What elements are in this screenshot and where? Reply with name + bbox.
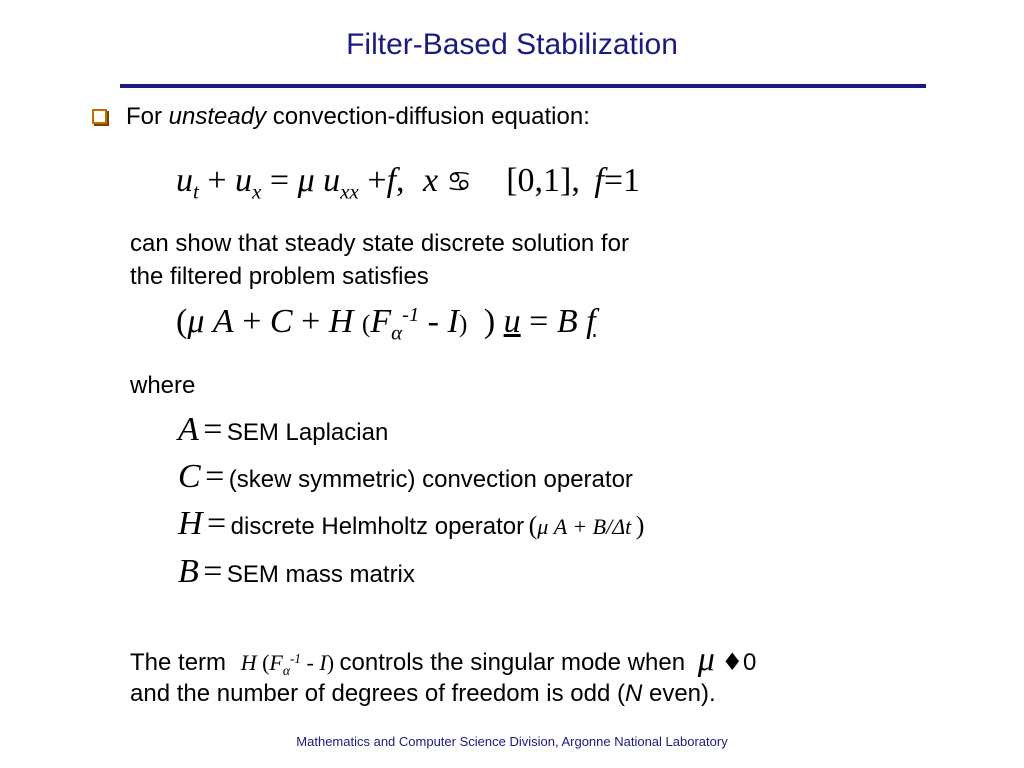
eq2-open-paren: (: [176, 303, 188, 340]
eq2-mu: μ: [187, 303, 205, 340]
definition-text: discrete Helmholtz operator: [230, 513, 525, 540]
slide-title: Filter-Based Stabilization: [346, 28, 678, 61]
helmholtz-expression: μ A + B/Δt: [537, 514, 632, 539]
equation-pde: [176, 162, 640, 204]
eq2-I: I: [447, 303, 459, 340]
definition-symbol: A: [178, 411, 199, 448]
definition-text: (skew symmetric) convection operator: [228, 466, 633, 493]
definition-text: SEM mass matrix: [226, 561, 415, 588]
bullet-emphasis: unsteady: [168, 103, 267, 130]
conclusion-mid: controls the singular mode when: [339, 649, 686, 676]
eq2-B: B: [556, 303, 578, 340]
eq1-f-value: =1: [603, 162, 641, 199]
conclusion-inverse: -1: [290, 650, 302, 666]
eq2-inner-open: (: [361, 309, 371, 338]
definition-symbol: B: [178, 553, 199, 590]
conclusion-line2-pre: and the number of degrees of freedom is odd (: [130, 680, 625, 707]
bullet-prefix: For: [126, 103, 162, 130]
definition-equals: =: [203, 411, 223, 448]
conclusion-I: I: [319, 650, 327, 675]
eq1-sub-xx: xx: [340, 179, 359, 204]
definition-text: SEM Laplacian: [226, 419, 389, 446]
eq2-f: f: [586, 303, 596, 340]
element-of-icon: ♋: [446, 165, 472, 198]
bullet-square-icon: [92, 109, 107, 124]
eq1-f2: f: [594, 162, 604, 199]
conclusion-line-1: [130, 641, 756, 679]
eq1-u2: u: [235, 162, 253, 199]
eq1-equals: =: [269, 162, 290, 199]
tends-to-icon: ♦: [721, 648, 743, 676]
eq2-minus: -: [427, 303, 439, 340]
conclusion-pre: The term: [130, 649, 227, 676]
eq1-u: u: [176, 162, 193, 199]
conclusion-line2-post: even).: [648, 680, 716, 707]
eq2-equals: =: [529, 303, 549, 340]
eq1-x: x: [423, 162, 439, 199]
conclusion-F: F: [269, 650, 283, 675]
title-divider: [120, 84, 926, 88]
definition-symbol: H: [178, 505, 203, 542]
definition-row: [178, 411, 388, 449]
eq2-A: A: [212, 303, 234, 340]
eq1-sub-x: x: [252, 179, 262, 204]
eq1-interval: [0,1],: [506, 162, 580, 199]
conclusion-N: N: [624, 680, 643, 707]
eq1-f: f: [386, 162, 397, 199]
helmholtz-open-paren: (: [528, 511, 538, 540]
definition-symbol: C: [178, 458, 201, 495]
eq2-plus1: +: [242, 303, 262, 340]
definition-equals: =: [205, 458, 225, 495]
equation-discrete: [176, 303, 596, 345]
eq2-plus2: +: [301, 303, 321, 340]
eq2-inverse: -1: [402, 303, 420, 326]
eq2-alpha: α: [391, 320, 403, 345]
conclusion-close-paren: ): [326, 650, 335, 675]
definition-row: [178, 553, 415, 591]
conclusion-alpha: α: [282, 662, 291, 678]
helmholtz-close-paren: ): [635, 511, 645, 540]
eq1-plus2: +: [367, 162, 387, 199]
conclusion-open-paren: (: [262, 650, 270, 675]
eq2-C: C: [269, 303, 293, 340]
conclusion-zero: 0: [742, 649, 757, 676]
conclusion-mu: μ: [697, 641, 715, 678]
eq2-H: H: [328, 303, 354, 340]
definition-equals: =: [207, 505, 227, 542]
conclusion-H: H: [240, 650, 257, 675]
eq2-inner-close: ): [458, 309, 468, 338]
eq2-close-paren: ): [483, 303, 496, 340]
definition-equals: =: [203, 553, 223, 590]
definition-row: [178, 505, 644, 543]
footer-affiliation: Mathematics and Computer Science Division, Argonne National Laboratory: [296, 734, 728, 749]
explanation-line-1: can show that steady state discrete solution for: [130, 230, 629, 257]
eq1-sub-t: t: [193, 179, 199, 204]
eq2-u: u: [503, 303, 521, 340]
bullet-text: [126, 103, 590, 131]
where-label: where: [130, 372, 196, 399]
eq2-F: F: [370, 303, 392, 340]
eq1-mu: μ: [297, 162, 315, 199]
eq1-comma: ,: [396, 162, 405, 199]
bullet-suffix: convection-diffusion equation:: [272, 103, 590, 130]
eq1-u3: u: [323, 162, 341, 199]
definition-row: [178, 458, 633, 496]
conclusion-line-2: [130, 680, 716, 708]
eq1-plus: +: [207, 162, 227, 199]
explanation-line-2: the filtered problem satisfies: [130, 263, 429, 290]
conclusion-minus: -: [306, 650, 314, 675]
